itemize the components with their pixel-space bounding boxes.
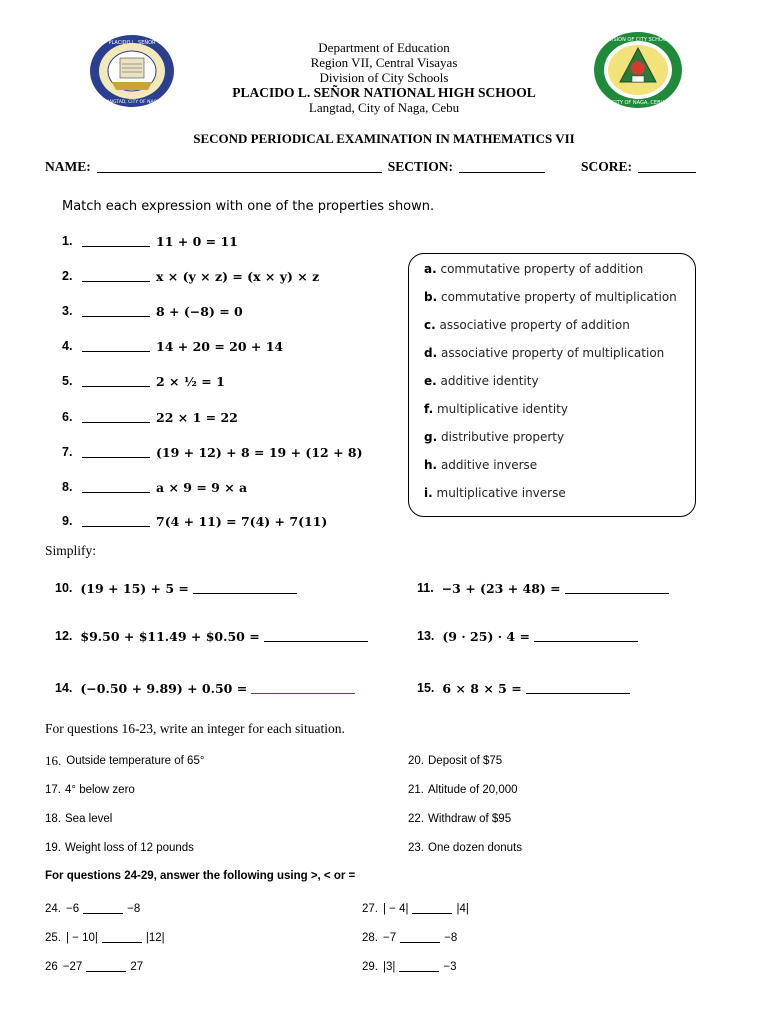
situation-text: Weight loss of 12 pounds	[65, 842, 194, 854]
matching-instruction: Match each expression with one of the properties shown.	[62, 199, 435, 214]
item-number: 15.	[417, 681, 435, 695]
matching-item	[62, 372, 225, 390]
property-text: distributive property	[440, 430, 565, 444]
answer-blank[interactable]	[82, 306, 150, 317]
property-letter: d.	[424, 346, 438, 360]
property-letter: c.	[424, 318, 436, 332]
item-number: 28.	[362, 932, 378, 944]
answer-blank[interactable]	[86, 962, 126, 972]
situation-text: Sea level	[65, 813, 113, 825]
situation-item	[408, 752, 502, 770]
compare-instruction: For questions 24-29, answer the following using >, < or =	[45, 870, 356, 882]
item-number: 24.	[45, 903, 61, 915]
compare-left-value: | − 4|	[383, 903, 409, 915]
compare-item	[362, 929, 457, 947]
item-number: 8.	[62, 480, 73, 494]
item-number: 22.	[408, 813, 424, 825]
answer-blank[interactable]	[82, 236, 150, 247]
answer-blank[interactable]	[193, 583, 297, 594]
answer-blank[interactable]	[251, 683, 355, 694]
matching-item	[62, 267, 319, 285]
property-text: additive identity	[440, 374, 539, 388]
answer-blank[interactable]	[534, 631, 638, 642]
compare-right-value: |12|	[145, 932, 165, 944]
answer-blank[interactable]	[82, 447, 150, 458]
item-number: 16.	[45, 753, 62, 768]
property-item	[424, 458, 537, 472]
item-number: 29.	[362, 961, 378, 973]
compare-left-value: | − 10|	[66, 932, 98, 944]
item-number: 27.	[362, 903, 378, 915]
compare-left-value: −7	[383, 932, 397, 944]
property-text: associative property of multiplication	[440, 346, 665, 360]
property-item	[424, 318, 630, 332]
matching-item	[62, 512, 327, 530]
svg-text:PLACIDO L. SEÑOR: PLACIDO L. SEÑOR	[108, 40, 156, 46]
item-expression: 14 + 20 = 20 + 14	[156, 338, 284, 354]
item-number: 6.	[62, 410, 73, 424]
matching-item	[62, 443, 363, 461]
compare-item	[362, 900, 469, 918]
integer-instruction: For questions 16-23, write an integer for each situation.	[45, 721, 345, 736]
answer-blank[interactable]	[82, 376, 150, 387]
header-department: Department of Education	[318, 40, 450, 55]
student-info-row	[45, 158, 696, 176]
answer-blank[interactable]	[82, 482, 150, 493]
situation-item	[408, 810, 511, 828]
property-text: multiplicative identity	[436, 402, 568, 416]
compare-right-value: 27	[130, 961, 144, 973]
situation-item	[408, 781, 518, 799]
item-number: 17.	[45, 784, 61, 796]
property-item	[424, 290, 677, 304]
answer-blank[interactable]	[82, 271, 150, 282]
compare-left-value: −27	[62, 961, 83, 973]
item-expression: (19 + 12) + 8 = 19 + (12 + 8)	[156, 444, 363, 460]
matching-item	[62, 302, 243, 320]
item-number: 10.	[55, 581, 73, 595]
matching-item	[62, 478, 247, 496]
item-number: 18.	[45, 813, 61, 825]
section-label: SECTION:	[387, 159, 454, 174]
simplify-item	[55, 579, 297, 597]
compare-right-value: |4|	[456, 903, 469, 915]
compare-right-value: −3	[443, 961, 457, 973]
property-text: multiplicative inverse	[436, 486, 566, 500]
svg-text:DIVISION OF CITY SCHOOLS: DIVISION OF CITY SCHOOLS	[603, 37, 673, 43]
name-blank[interactable]	[97, 162, 382, 173]
answer-blank[interactable]	[82, 516, 150, 527]
compare-item	[362, 958, 457, 976]
situation-text: Outside temperature of 65°	[66, 755, 205, 767]
simplify-item	[55, 627, 368, 645]
property-letter: a.	[424, 262, 437, 276]
item-number: 5.	[62, 374, 73, 388]
situation-text: Deposit of $75	[428, 755, 503, 767]
property-letter: e.	[424, 374, 437, 388]
answer-blank[interactable]	[264, 631, 368, 642]
item-expression: 2 × ½ = 1	[156, 373, 225, 389]
exam-title: SECOND PERIODICAL EXAMINATION IN MATHEMATICS VII	[193, 131, 575, 146]
compare-item	[45, 929, 165, 947]
item-expression: −3 + (23 + 48) =	[441, 580, 561, 596]
item-expression: $9.50 + $11.49 + $0.50 =	[80, 628, 260, 644]
property-item	[424, 430, 564, 444]
simplify-item	[55, 679, 355, 697]
property-text: additive inverse	[440, 458, 538, 472]
svg-text:CITY OF NAGA, CEBU: CITY OF NAGA, CEBU	[611, 100, 665, 106]
item-number: 23.	[408, 842, 424, 854]
answer-blank[interactable]	[82, 412, 150, 423]
item-expression: 7(4 + 11) = 7(4) + 7(11)	[156, 513, 328, 529]
item-expression: (−0.50 + 9.89) + 0.50 =	[80, 680, 248, 696]
item-expression: 11 + 0 = 11	[156, 233, 238, 249]
item-number: 2.	[62, 269, 73, 283]
simplify-item	[417, 679, 630, 697]
answer-blank[interactable]	[82, 341, 150, 352]
item-expression: (19 + 15) + 5 =	[80, 580, 189, 596]
matching-item	[62, 232, 238, 250]
item-number: 26	[45, 961, 58, 973]
properties-box	[408, 253, 696, 517]
matching-item	[62, 408, 238, 426]
compare-left-value: −6	[66, 903, 80, 915]
answer-blank[interactable]	[400, 933, 440, 943]
item-number: 12.	[55, 629, 73, 643]
simplify-label: Simplify:	[45, 543, 97, 558]
compare-right-value: −8	[127, 903, 141, 915]
section-blank[interactable]	[459, 162, 545, 173]
item-expression: a × 9 = 9 × a	[156, 479, 248, 495]
property-item	[424, 262, 643, 276]
item-expression: (9 · 25) · 4 =	[442, 628, 530, 644]
property-letter: i.	[424, 486, 433, 500]
item-expression: 22 × 1 = 22	[156, 409, 238, 425]
simplify-item	[417, 627, 638, 645]
item-number: 25.	[45, 932, 61, 944]
answer-blank[interactable]	[83, 904, 123, 914]
answer-blank[interactable]	[399, 962, 439, 972]
item-number: 21.	[408, 784, 424, 796]
item-expression: x × (y × z) = (x × y) × z	[156, 268, 320, 284]
header-region: Region VII, Central Visayas	[310, 55, 458, 70]
item-number: 19.	[45, 842, 61, 854]
compare-right-value: −8	[444, 932, 458, 944]
property-letter: h.	[424, 458, 438, 472]
property-text: associative property of addition	[439, 318, 630, 332]
property-text: commutative property of addition	[440, 262, 644, 276]
item-number: 14.	[55, 681, 73, 695]
item-number: 4.	[62, 339, 73, 353]
answer-blank[interactable]	[526, 683, 630, 694]
header-division: Division of City Schools	[319, 70, 449, 85]
property-letter: b.	[424, 290, 438, 304]
item-number: 13.	[417, 629, 435, 643]
name-label: NAME:	[45, 159, 91, 174]
item-number: 3.	[62, 304, 73, 318]
header-school-name: PLACIDO L. SEÑOR NATIONAL HIGH SCHOOL	[232, 85, 536, 100]
property-letter: f.	[424, 402, 434, 416]
item-expression: 8 + (−8) = 0	[156, 303, 243, 319]
situation-item	[45, 810, 112, 828]
property-item	[424, 402, 568, 416]
situation-item	[408, 839, 522, 857]
situation-text: Altitude of 20,000	[428, 784, 518, 796]
property-item	[424, 486, 566, 500]
answer-blank[interactable]	[565, 583, 669, 594]
item-number: 20.	[408, 755, 424, 767]
header-address: Langtad, City of Naga, Cebu	[308, 100, 460, 115]
item-number: 9.	[62, 514, 73, 528]
situation-item	[45, 752, 204, 770]
situation-text: 4° below zero	[65, 784, 135, 796]
score-blank[interactable]	[638, 162, 696, 173]
item-number: 1.	[62, 234, 73, 248]
simplify-item	[417, 579, 669, 597]
situation-item	[45, 839, 194, 857]
svg-text:LANGTAD, CITY OF NAGA: LANGTAD, CITY OF NAGA	[103, 100, 161, 105]
item-number: 11.	[417, 581, 434, 595]
property-item	[424, 374, 539, 388]
property-item	[424, 346, 664, 360]
matching-item	[62, 337, 283, 355]
item-number: 7.	[62, 445, 73, 459]
compare-item	[45, 900, 140, 918]
situation-text: Withdraw of $95	[428, 813, 512, 825]
compare-item	[45, 958, 143, 976]
compare-left-value: |3|	[383, 961, 396, 973]
property-letter: g.	[424, 430, 438, 444]
answer-blank[interactable]	[412, 904, 452, 914]
item-expression: 6 × 8 × 5 =	[442, 680, 522, 696]
property-text: commutative property of multiplication	[440, 290, 677, 304]
score-label: SCORE:	[581, 159, 633, 174]
situation-text: One dozen donuts	[428, 842, 522, 854]
answer-blank[interactable]	[102, 933, 142, 943]
situation-item	[45, 781, 135, 799]
